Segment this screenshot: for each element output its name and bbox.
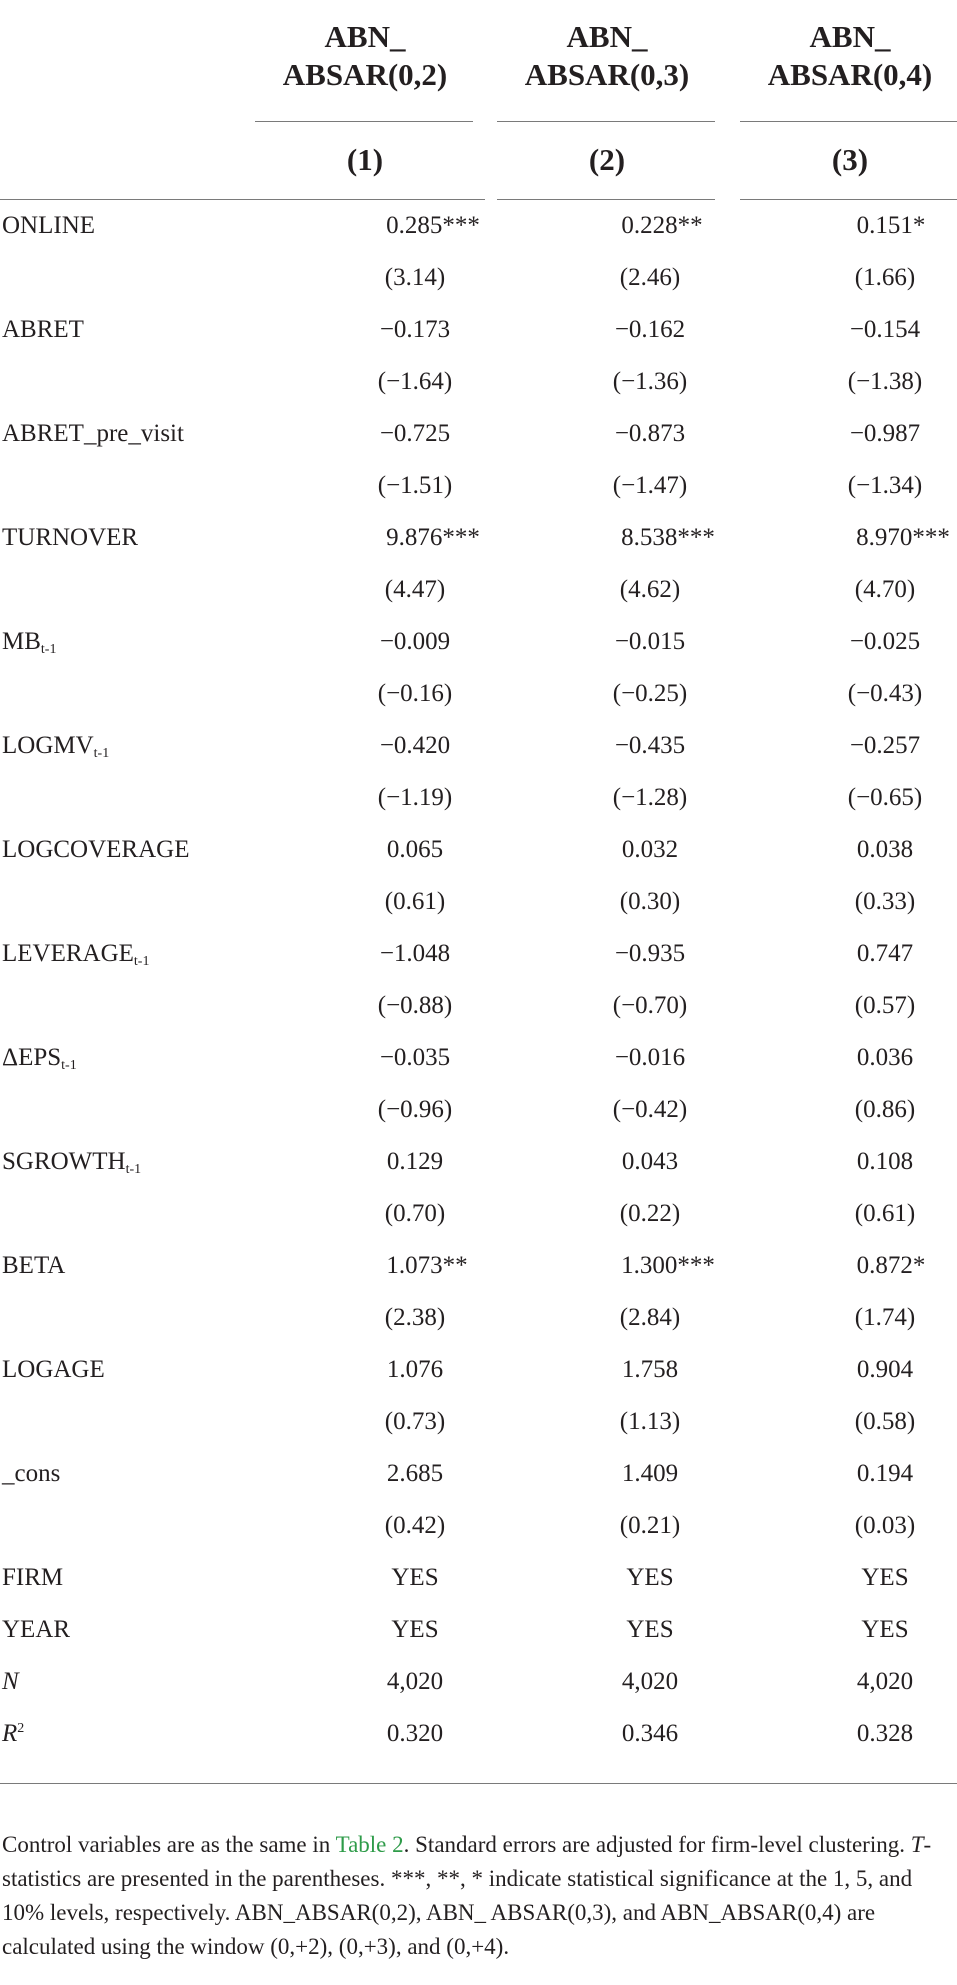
- table-cell-col-2: YES: [626, 1564, 674, 1591]
- table-row: [0, 772, 957, 824]
- row-label: [2, 512, 138, 564]
- table-cell-col-1: YES: [391, 1616, 439, 1643]
- table-cell-col-2: YES: [626, 1616, 674, 1643]
- table-bottom-rule: [0, 1783, 957, 1784]
- row-label: [2, 1344, 105, 1396]
- table-cell-col-3: 0.872*: [856, 1252, 926, 1279]
- column-header-1-line1: ABN_: [324, 19, 406, 54]
- row-label: [2, 1604, 70, 1656]
- table-row: [0, 1396, 957, 1448]
- row-label-text: MB: [2, 628, 41, 655]
- row-label-text: ABRET: [2, 316, 84, 343]
- table-row: [0, 1240, 957, 1292]
- table-cell-col-2: (−1.36): [612, 368, 688, 395]
- table-row: [0, 564, 957, 616]
- column-header-3: [740, 18, 957, 94]
- table-cell-col-3: (0.58): [854, 1408, 916, 1435]
- table-row: [0, 1708, 957, 1760]
- table-cell-col-2: 0.032: [621, 836, 679, 863]
- table-cell-col-3: 0.036: [856, 1044, 914, 1071]
- table-row: [0, 460, 957, 512]
- table-cell-col-1: (−0.88): [377, 992, 453, 1019]
- row-label: [2, 1032, 77, 1084]
- table-cell-col-3: −0.025: [849, 628, 921, 655]
- row-label-text: LOGCOVERAGE: [2, 836, 190, 863]
- table-row: [0, 668, 957, 720]
- row-label-text: ABRET_pre_visit: [2, 420, 184, 447]
- table-cell-col-2: 1.409: [621, 1460, 679, 1487]
- table-cell-col-3: 0.904: [856, 1356, 914, 1383]
- table-cell-col-3: 0.038: [856, 836, 914, 863]
- table-cell-col-3: 4,020: [856, 1668, 914, 1695]
- column-header-2-line2: ABSAR(0,3): [524, 57, 690, 92]
- row-label: [2, 1656, 19, 1708]
- table-cell-col-3: 0.151*: [856, 212, 926, 239]
- table-cell-col-2: 4,020: [621, 1668, 679, 1695]
- table-cell-col-2: 0.043: [621, 1148, 679, 1175]
- row-label: [2, 720, 109, 772]
- table-cell-col-3: YES: [861, 1616, 909, 1643]
- table-cell-col-2: 1.758: [621, 1356, 679, 1383]
- table-cell-col-1: −0.725: [379, 420, 451, 447]
- table-row: [0, 1344, 957, 1396]
- table-cell-col-1: 0.285***: [386, 212, 480, 239]
- table-cell-col-3: (0.86): [854, 1096, 916, 1123]
- table-cell-col-3: (−1.38): [847, 368, 923, 395]
- table-row: [0, 512, 957, 564]
- table-footnote: [2, 1828, 947, 1964]
- row-label-text: SGROWTH: [2, 1148, 126, 1175]
- table-cell-col-3: (−0.65): [847, 784, 923, 811]
- table-row: [0, 928, 957, 980]
- row-label-text: BETA: [2, 1252, 66, 1279]
- table-cell-col-2: 0.228**: [621, 212, 703, 239]
- table-cell-col-1: (2.38): [384, 1304, 446, 1331]
- row-label-text: LOGMV: [2, 732, 94, 759]
- table-cell-col-3: 0.328: [856, 1720, 914, 1747]
- row-label: [2, 616, 56, 668]
- table-cell-col-1: (0.42): [384, 1512, 446, 1539]
- row-label-text: LOGAGE: [2, 1356, 105, 1383]
- row-label: [2, 1552, 63, 1604]
- table-cell-col-3: (4.70): [854, 576, 916, 603]
- table-cell-col-1: (−1.51): [377, 472, 453, 499]
- table-row: [0, 616, 957, 668]
- table-cell-col-3: (−1.34): [847, 472, 923, 499]
- row-label-text: ΔEPS: [2, 1044, 62, 1071]
- table-cell-col-1: 0.320: [386, 1720, 444, 1747]
- header-underline-1: [255, 121, 473, 122]
- table-cell-col-1: (−1.64): [377, 368, 453, 395]
- table-row: [0, 1448, 957, 1500]
- table-cell-col-2: 0.346: [621, 1720, 679, 1747]
- header-underline-2: [497, 121, 715, 122]
- table-cell-col-3: −0.154: [849, 316, 921, 343]
- table-cell-col-1: (−0.96): [377, 1096, 453, 1123]
- row-label: [2, 928, 149, 980]
- table-cell-col-3: (0.03): [854, 1512, 916, 1539]
- column-header-2: [497, 18, 717, 94]
- table-cell-col-2: (0.30): [619, 888, 681, 915]
- table-cell-col-1: 9.876***: [386, 524, 480, 551]
- row-label-text: R: [2, 1720, 18, 1747]
- table-cell-col-3: (0.33): [854, 888, 916, 915]
- footnote-part2: . Standard errors are adjusted for firm-level clustering.: [403, 1832, 911, 1857]
- table-cell-col-1: (0.70): [384, 1200, 446, 1227]
- table-cell-col-2: (0.21): [619, 1512, 681, 1539]
- table-row: [0, 1188, 957, 1240]
- row-label-text: _cons: [2, 1460, 61, 1487]
- table-cell-col-3: 0.108: [856, 1148, 914, 1175]
- table-cell-col-3: −0.987: [849, 420, 921, 447]
- table-cell-col-2: (−0.70): [612, 992, 688, 1019]
- table-cell-col-3: 8.970***: [856, 524, 950, 551]
- row-label: [2, 408, 184, 460]
- row-label-text: LEVERAGE: [2, 940, 134, 967]
- table-cell-col-1: 0.129: [386, 1148, 444, 1175]
- table-cell-col-1: 4,020: [386, 1668, 444, 1695]
- row-label: [2, 1136, 141, 1188]
- table-row: [0, 1032, 957, 1084]
- column-header-1: [255, 18, 475, 94]
- table-row: [0, 356, 957, 408]
- table-row: [0, 1500, 957, 1552]
- row-label-subscript: t-1: [93, 746, 110, 761]
- table-row: [0, 980, 957, 1032]
- row-label: [2, 1240, 65, 1292]
- table-cell-col-1: 1.073**: [386, 1252, 468, 1279]
- table-cell-col-1: 1.076: [386, 1356, 444, 1383]
- row-label: [2, 824, 190, 876]
- table-row: [0, 1136, 957, 1188]
- table-cell-col-3: −0.257: [849, 732, 921, 759]
- table-cell-col-1: (3.14): [384, 264, 446, 291]
- table-row: [0, 1084, 957, 1136]
- row-label-subscript: t-1: [125, 1162, 142, 1177]
- table-cell-col-2: −0.162: [614, 316, 686, 343]
- table-cell-col-1: −0.035: [379, 1044, 451, 1071]
- row-label-subscript: t-1: [61, 1058, 77, 1073]
- table-cell-col-3: 0.747: [856, 940, 914, 967]
- table-row: [0, 304, 957, 356]
- row-label-text: TURNOVER: [2, 524, 139, 551]
- row-label: [2, 1448, 60, 1500]
- table-row: [0, 1292, 957, 1344]
- table-row: [0, 1656, 957, 1708]
- row-label-text: YEAR: [2, 1616, 71, 1643]
- table-cell-col-2: 1.300***: [621, 1252, 715, 1279]
- table-row: [0, 720, 957, 772]
- row-label: [2, 1708, 24, 1760]
- table-cell-col-2: (2.46): [619, 264, 681, 291]
- table-cell-col-1: −1.048: [379, 940, 451, 967]
- table-cell-col-3: (−0.43): [847, 680, 923, 707]
- row-label-subscript: t-1: [40, 642, 57, 657]
- table-cell-col-1: (−0.16): [377, 680, 453, 707]
- table-cell-col-1: −0.420: [379, 732, 451, 759]
- table-cell-col-2: (1.13): [619, 1408, 681, 1435]
- table-cell-col-1: −0.009: [379, 628, 451, 655]
- row-label: [2, 200, 95, 252]
- column-number-3: (3): [831, 142, 869, 177]
- table-row: [0, 876, 957, 928]
- table-cell-col-2: 8.538***: [621, 524, 715, 551]
- column-number-2: (2): [588, 142, 626, 177]
- table-cell-col-3: (1.74): [854, 1304, 916, 1331]
- footnote-part1: Control variables are as the same in: [2, 1832, 336, 1857]
- table-row: [0, 200, 957, 252]
- table-row: [0, 824, 957, 876]
- table-row: [0, 408, 957, 460]
- table-row: [0, 1552, 957, 1604]
- table-cell-col-2: −0.873: [614, 420, 686, 447]
- table-cell-col-2: (−1.28): [612, 784, 688, 811]
- table-row: [0, 1604, 957, 1656]
- column-header-2-line1: ABN_: [566, 19, 648, 54]
- column-number-1: (1): [346, 142, 384, 177]
- header-underline-3: [740, 121, 957, 122]
- table-cell-col-3: YES: [861, 1564, 909, 1591]
- table-cell-col-2: (−1.47): [612, 472, 688, 499]
- table-cell-col-2: (−0.42): [612, 1096, 688, 1123]
- row-label-subscript: t-1: [133, 954, 150, 969]
- table-cell-col-1: (0.73): [384, 1408, 446, 1435]
- table-cell-col-1: (0.61): [384, 888, 446, 915]
- table-cell-col-2: (4.62): [619, 576, 681, 603]
- footnote-part3: -statistics are presented in the parentheses. ***, **, * indicate statistical significance at the 1, 5, and 10% levels, respectively. ABN_ABSAR(0,2), ABN_ ABSAR(0,3), and ABN_ABSAR(0,4) are calculated using the window (0,+2), (0,+3), and (0,+4).: [2, 1832, 932, 1959]
- table-2-link[interactable]: Table 2: [335, 1832, 404, 1857]
- table-cell-col-3: 0.194: [856, 1460, 914, 1487]
- table-cell-col-2: (0.22): [619, 1200, 681, 1227]
- table-cell-col-2: −0.015: [614, 628, 686, 655]
- row-label-text: ONLINE: [2, 212, 96, 239]
- table-cell-col-1: 2.685: [386, 1460, 444, 1487]
- column-header-3-line1: ABN_: [809, 19, 891, 54]
- table-cell-col-1: YES: [391, 1564, 439, 1591]
- row-label-superscript: 2: [17, 1721, 25, 1736]
- table-cell-col-1: −0.173: [379, 316, 451, 343]
- row-label-text: N: [2, 1668, 19, 1695]
- table-cell-col-2: −0.016: [614, 1044, 686, 1071]
- footnote-t-italic: T: [910, 1832, 924, 1857]
- table-cell-col-2: (−0.25): [612, 680, 688, 707]
- column-header-3-line2: ABSAR(0,4): [767, 57, 933, 92]
- table-cell-col-1: (4.47): [384, 576, 446, 603]
- table-cell-col-2: −0.935: [614, 940, 686, 967]
- table-cell-col-3: (1.66): [854, 264, 916, 291]
- row-label: [2, 304, 84, 356]
- row-label-text: FIRM: [2, 1564, 64, 1591]
- table-cell-col-1: (−1.19): [377, 784, 453, 811]
- table-cell-col-2: (2.84): [619, 1304, 681, 1331]
- table-cell-col-3: (0.61): [854, 1200, 916, 1227]
- table-cell-col-2: −0.435: [614, 732, 686, 759]
- table-row: [0, 252, 957, 304]
- table-cell-col-3: (0.57): [854, 992, 916, 1019]
- table-cell-col-1: 0.065: [386, 836, 444, 863]
- column-header-1-line2: ABSAR(0,2): [282, 57, 448, 92]
